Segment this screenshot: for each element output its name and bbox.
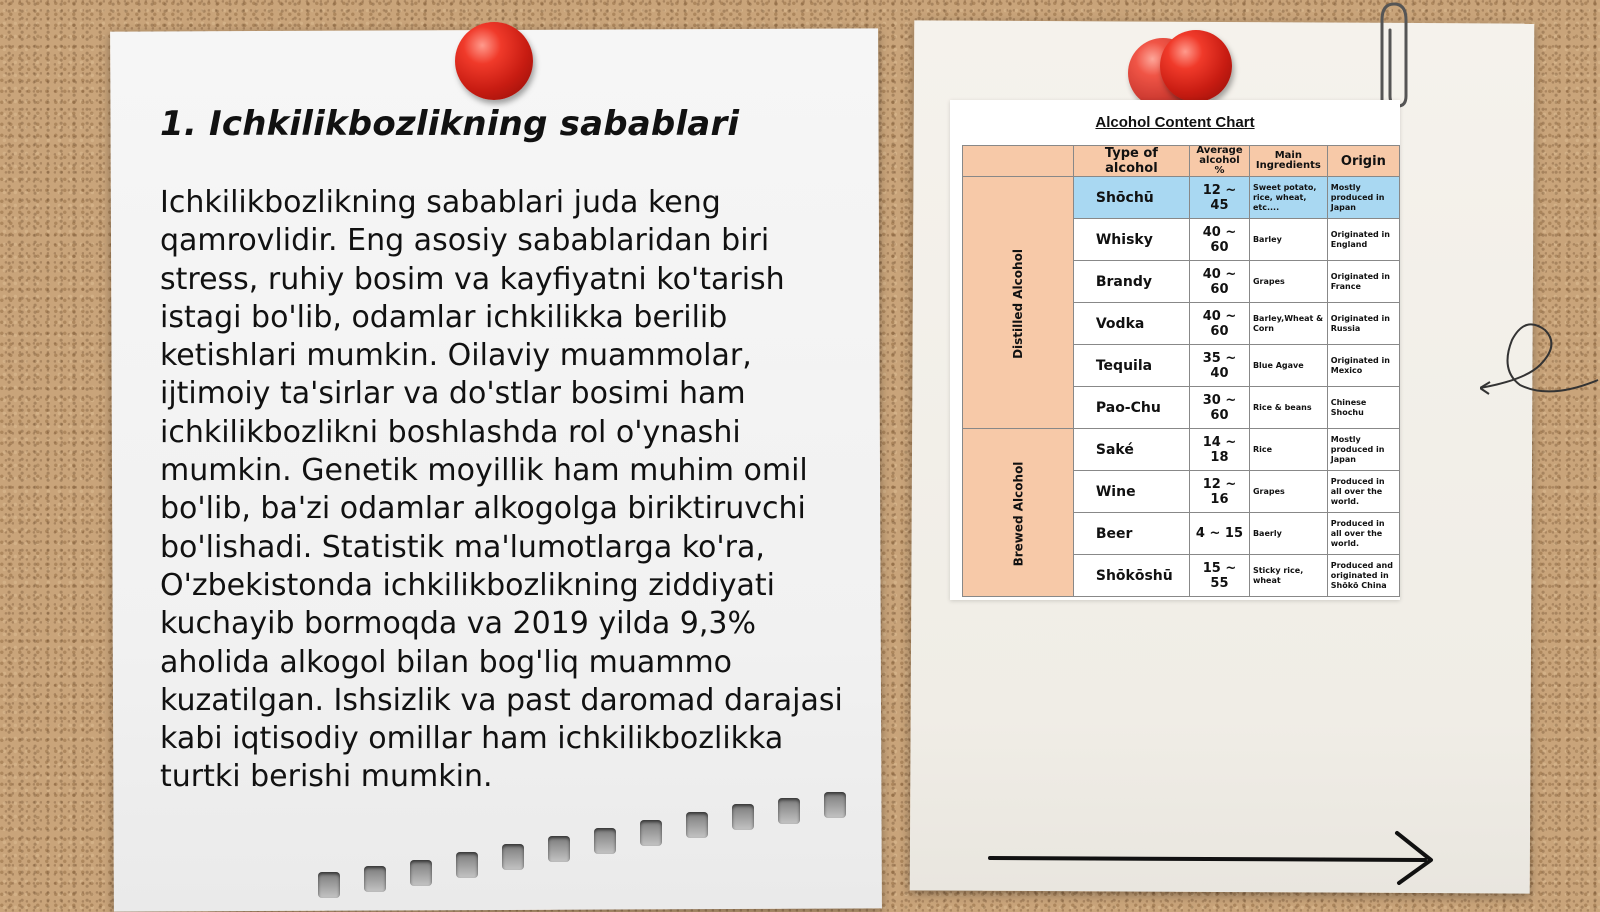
cell-ingredients: Sweet potato, rice, wheat, etc.... [1249, 177, 1327, 219]
doodle-loop-arrow-icon [1480, 310, 1600, 410]
cell-type: Brandy [1073, 261, 1189, 303]
cell-origin: Mostly produced in Japan [1327, 177, 1399, 219]
table-row [963, 177, 1400, 219]
column-header-origin: Origin [1327, 146, 1399, 177]
cell-origin: Originated in Russia [1327, 303, 1399, 345]
cell-origin: Produced in all over the world. [1327, 513, 1399, 555]
cell-origin: Mostly produced in Japan [1327, 429, 1399, 471]
column-header-ingredients: Main Ingredients [1249, 146, 1327, 177]
table-header-row [963, 146, 1400, 177]
cell-ingredients: Rice & beans [1249, 387, 1327, 429]
alcohol-content-chart [950, 100, 1400, 600]
cell-ingredients: Sticky rice, wheat [1249, 555, 1327, 597]
column-header-type: Type of alcohol [1073, 146, 1189, 177]
right-arrow-icon [985, 825, 1445, 885]
cell-origin: Originated in France [1327, 261, 1399, 303]
cell-pct: 35 ~ 40 [1189, 345, 1249, 387]
group-label-text: Distilled Alcohol [1010, 249, 1025, 359]
cell-ingredients: Grapes [1249, 261, 1327, 303]
cell-pct: 40 ~ 60 [1189, 219, 1249, 261]
cell-type: Wine [1073, 471, 1189, 513]
column-header-pct: Average alcohol % [1189, 146, 1249, 177]
cell-type: Saké [1073, 429, 1189, 471]
cell-ingredients: Barley,Wheat & Corn [1249, 303, 1327, 345]
red-pushpin-icon [1160, 30, 1232, 102]
cell-type: Shōchū [1073, 177, 1189, 219]
table-row [963, 429, 1400, 471]
slide-body-text: Ichkilikbozlikning sabablari juda keng qamrovlidir. Eng asosiy sabablaridan biri stress, ruhiy bosim va kayfiyatni ko'tarish istagi bo'lib, odamlar ichkilikka berilib ketishlari mumkin. Oilaviy muammolar, ijtimoiy ta'sirlar va do'stlar bosimi ham ichkilikbozlikni boshlashda rol o'ynashi mumkin. Genetik moyillik ham muhim omil bo'lib, ba'zi odamlar alkogolga biriktiruvchi bo'lishadi. Statistik ma'lumotlarga ko'ra, O'zbekistonda ichkilikbozlikning ziddiyati kuchayib bormoqda va 2019 yilda 9,3% aholida alkogol bilan bog'liq muammo kuzatilgan. Ishsizlik va past daromad darajasi kabi iqtisodiy omillar ham ichkilikbozlikka turtki berishi mumkin. [160, 185, 843, 795]
cell-ingredients: Baerly [1249, 513, 1327, 555]
cell-pct: 40 ~ 60 [1189, 303, 1249, 345]
cell-type: Vodka [1073, 303, 1189, 345]
cell-pct: 15 ~ 55 [1189, 555, 1249, 597]
cell-ingredients: Blue Agave [1249, 345, 1327, 387]
cell-pct: 14 ~ 18 [1189, 429, 1249, 471]
cell-origin: Chinese Shochu [1327, 387, 1399, 429]
group-label-text: Brewed Alcohol [1010, 461, 1025, 567]
cell-pct: 12 ~ 16 [1189, 471, 1249, 513]
cell-type: Beer [1073, 513, 1189, 555]
cell-pct: 30 ~ 60 [1189, 387, 1249, 429]
slide-title: 1. Ichkilikbozlikning sabablari [160, 104, 740, 144]
cell-origin: Produced and originated in Shōkō China [1327, 555, 1399, 597]
alcohol-table [962, 145, 1400, 597]
red-pushpin-icon [455, 22, 533, 100]
cell-origin: Originated in Mexico [1327, 345, 1399, 387]
cell-ingredients: Grapes [1249, 471, 1327, 513]
cell-ingredients: Barley [1249, 219, 1327, 261]
spiral-binding-decoration [300, 790, 880, 900]
chart-title: Alcohol Content Chart [1095, 114, 1255, 131]
cell-type: Pao-Chu [1073, 387, 1189, 429]
cell-ingredients: Rice [1249, 429, 1327, 471]
cell-origin: Produced in all over the world. [1327, 471, 1399, 513]
cell-pct: 4 ~ 15 [1189, 513, 1249, 555]
table-header-corner [963, 146, 1074, 177]
cell-type: Shōkōshū [1073, 555, 1189, 597]
cell-type: Tequila [1073, 345, 1189, 387]
group-label-distilled [963, 177, 1074, 429]
cell-pct: 40 ~ 60 [1189, 261, 1249, 303]
cell-type: Whisky [1073, 219, 1189, 261]
cell-origin: Originated in England [1327, 219, 1399, 261]
cell-pct: 12 ~ 45 [1189, 177, 1249, 219]
group-label-brewed [963, 429, 1074, 597]
